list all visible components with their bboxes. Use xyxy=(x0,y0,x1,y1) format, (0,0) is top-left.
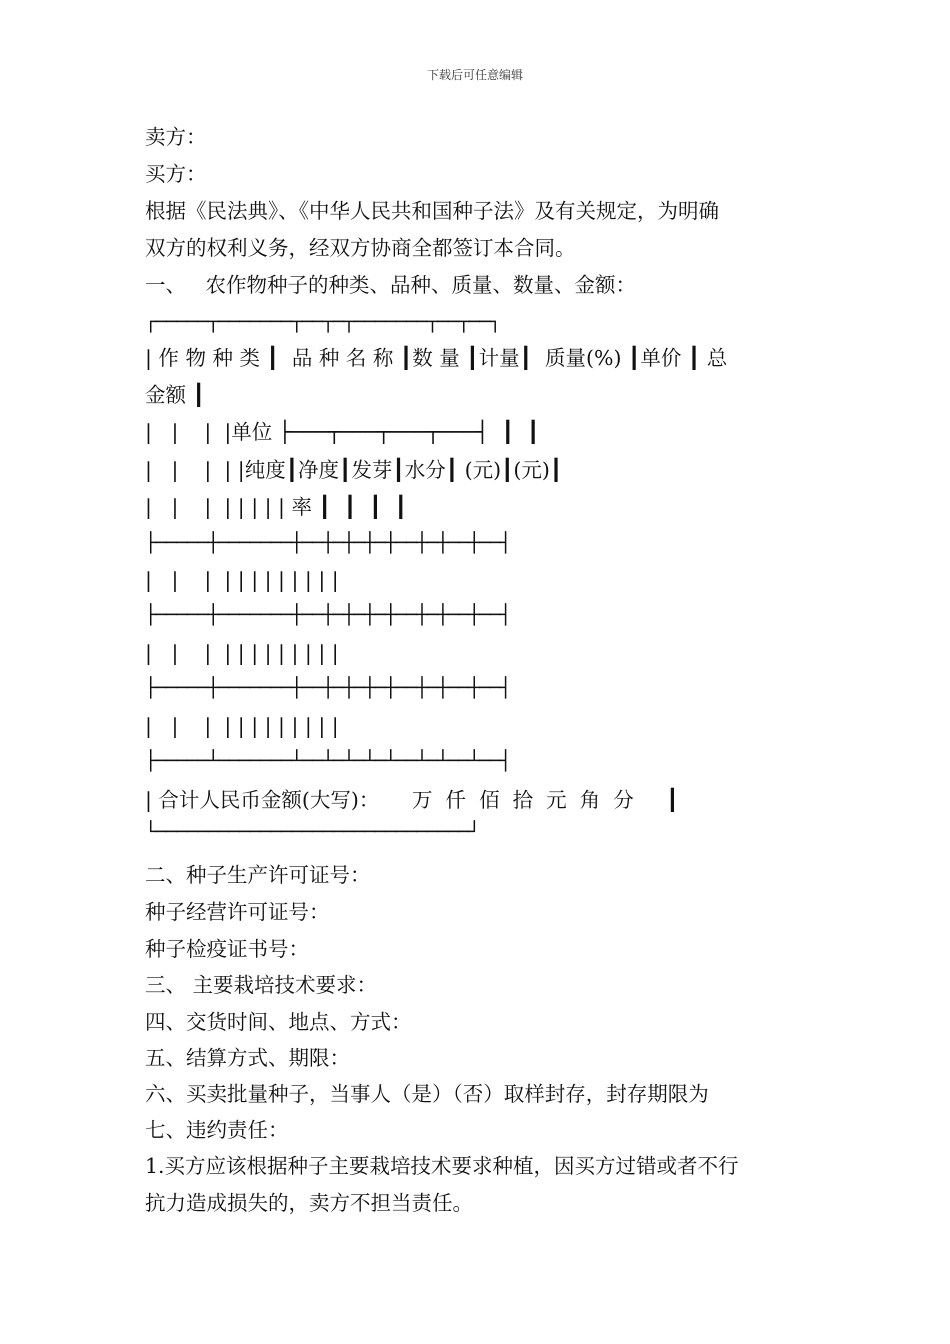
table-separator-4: ├─────┴───────┴──┴─┴─┴─┴──┴─┴──┴──┤ xyxy=(145,750,511,772)
seller-line: 卖方： xyxy=(145,125,207,149)
section-2-business-license: 种子经营许可证号： xyxy=(145,900,330,924)
table-separator-1: ├─────┼───────┼──┼─┼─┼─┼──┼─┼──┼──┤ xyxy=(145,532,511,554)
table-row-1: | | | | | | | | | | | | xyxy=(145,568,339,592)
table-header-row-5: | | | | | | | | 率 ┃ ┃ ┃ ┃ xyxy=(145,495,407,519)
table-bottom-border: └──────────────────────────────┘ xyxy=(145,821,480,843)
section-5-heading: 五、结算方式、期限： xyxy=(145,1046,350,1070)
section-1-heading: 一、 农作物种子的种类、品种、质量、数量、金额： xyxy=(145,273,637,297)
section-7-heading: 七、违约责任： xyxy=(145,1118,289,1142)
table-total-row: | 合计人民币金额(大写)： 万 仟 佰 拾 元 角 分 ┃ xyxy=(145,788,679,812)
table-header-row-3: | | | |单位 ├───┬───┬───┬───┤ ┃ ┃ xyxy=(145,420,540,444)
section-3-heading: 三、 主要栽培技术要求： xyxy=(145,973,378,997)
table-row-2: | | | | | | | | | | | | xyxy=(145,641,339,665)
table-row-3: | | | | | | | | | | | | xyxy=(145,714,339,738)
section-2-quarantine-cert: 种子检疫证书号： xyxy=(145,937,309,961)
buyer-line: 买方： xyxy=(145,162,207,186)
section-4-heading: 四、交货时间、地点、方式： xyxy=(145,1010,412,1034)
table-top-border: ┌─────┬───────┬──┬─┬───────┬──┬──┐ xyxy=(145,311,500,333)
table-separator-2: ├─────┼───────┼──┼─┼─┼─┼──┼─┼──┼──┤ xyxy=(145,604,511,626)
table-header-row-2: 金额 ┃ xyxy=(145,383,205,407)
section-2-heading: 二、种子生产许可证号： xyxy=(145,863,371,887)
table-header-row-1: | 作 物 种 类 ┃ 品 种 名 称 ┃数 量 ┃计量┃ 质量(%) ┃单价 ┃ 总 xyxy=(145,346,728,370)
clause-1-line-1: 1.买方应该根据种子主要栽培技术要求种植，因买方过错或者不行 xyxy=(145,1154,739,1178)
table-separator-3: ├─────┼───────┼──┼─┼─┼─┼──┼─┼──┼──┤ xyxy=(145,677,511,699)
page-header-note: 下载后可任意编辑 xyxy=(426,68,523,82)
table-header-row-4: | | | | |纯度┃净度┃发芽┃水分┃ (元)┃(元)┃ xyxy=(145,458,563,482)
section-6-heading: 六、买卖批量种子，当事人（是）（否）取样封存，封存期限为 xyxy=(145,1082,709,1106)
intro-line-2: 双方的权利义务，经双方协商全都签订本合同。 xyxy=(145,236,576,260)
intro-line-1: 根据《民法典》、《中华人民共和国种子法》及有关规定，为明确 xyxy=(145,199,719,223)
clause-1-line-2: 抗力造成损失的，卖方不担当责任。 xyxy=(145,1191,473,1215)
